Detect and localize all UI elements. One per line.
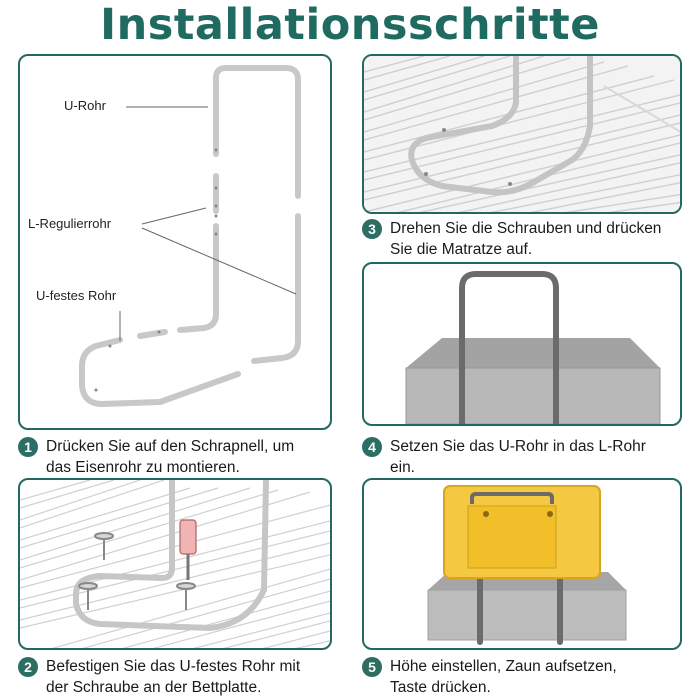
step-text-line-1: Drehen Sie die Schrauben und drücken [390, 220, 662, 237]
step-number-badge: 5 [362, 657, 382, 677]
panel-step-1-illustration [18, 54, 332, 430]
step-text-line-1: Setzen Sie das U-Rohr in das L-Rohr [390, 438, 646, 455]
step-text-line-1: Drücken Sie auf den Schrapnell, um [46, 438, 295, 455]
step-1-caption [18, 436, 338, 478]
label-u-festes-rohr: U-festes Rohr [36, 288, 117, 303]
step-number-badge: 4 [362, 437, 382, 457]
step-number-badge: 2 [18, 657, 38, 677]
step-number-badge: 3 [362, 219, 382, 239]
step-text-line-2: ein. [390, 459, 415, 476]
panel-step-5-illustration [362, 478, 682, 650]
page-title: Installationsschritte [100, 0, 600, 50]
step-number-badge: 1 [18, 437, 38, 457]
step-text-line-1: Höhe einstellen, Zaun aufsetzen, [390, 658, 617, 675]
label-u-rohr: U-Rohr [64, 98, 106, 113]
step-text-line-2: das Eisenrohr zu montieren. [46, 459, 240, 476]
step-text-line-1: Befestigen Sie das U-festes Rohr mit [46, 658, 301, 675]
step-5-caption [362, 656, 682, 698]
screwdriver-icon [180, 520, 196, 580]
panel-step-3-illustration [362, 54, 682, 214]
step-text-line-2: Taste drücken. [390, 679, 491, 696]
step-3-caption [362, 218, 682, 260]
bed-plate-screws-illustration [20, 480, 332, 650]
tube-on-slats-illustration [364, 56, 682, 214]
mattress-with-tube-illustration [364, 264, 682, 426]
step-text-line-2: Sie die Matratze auf. [390, 241, 533, 258]
panel-step-2-illustration [18, 478, 332, 650]
step-4-caption [362, 436, 682, 478]
fence-with-bag-illustration [364, 480, 682, 650]
panel-step-4-illustration [362, 262, 682, 426]
step-2-caption [18, 656, 338, 698]
step-text-line-2: der Schraube an der Bettplatte. [46, 679, 262, 696]
label-l-regulierrohr: L-Regulierrohr [28, 216, 112, 231]
